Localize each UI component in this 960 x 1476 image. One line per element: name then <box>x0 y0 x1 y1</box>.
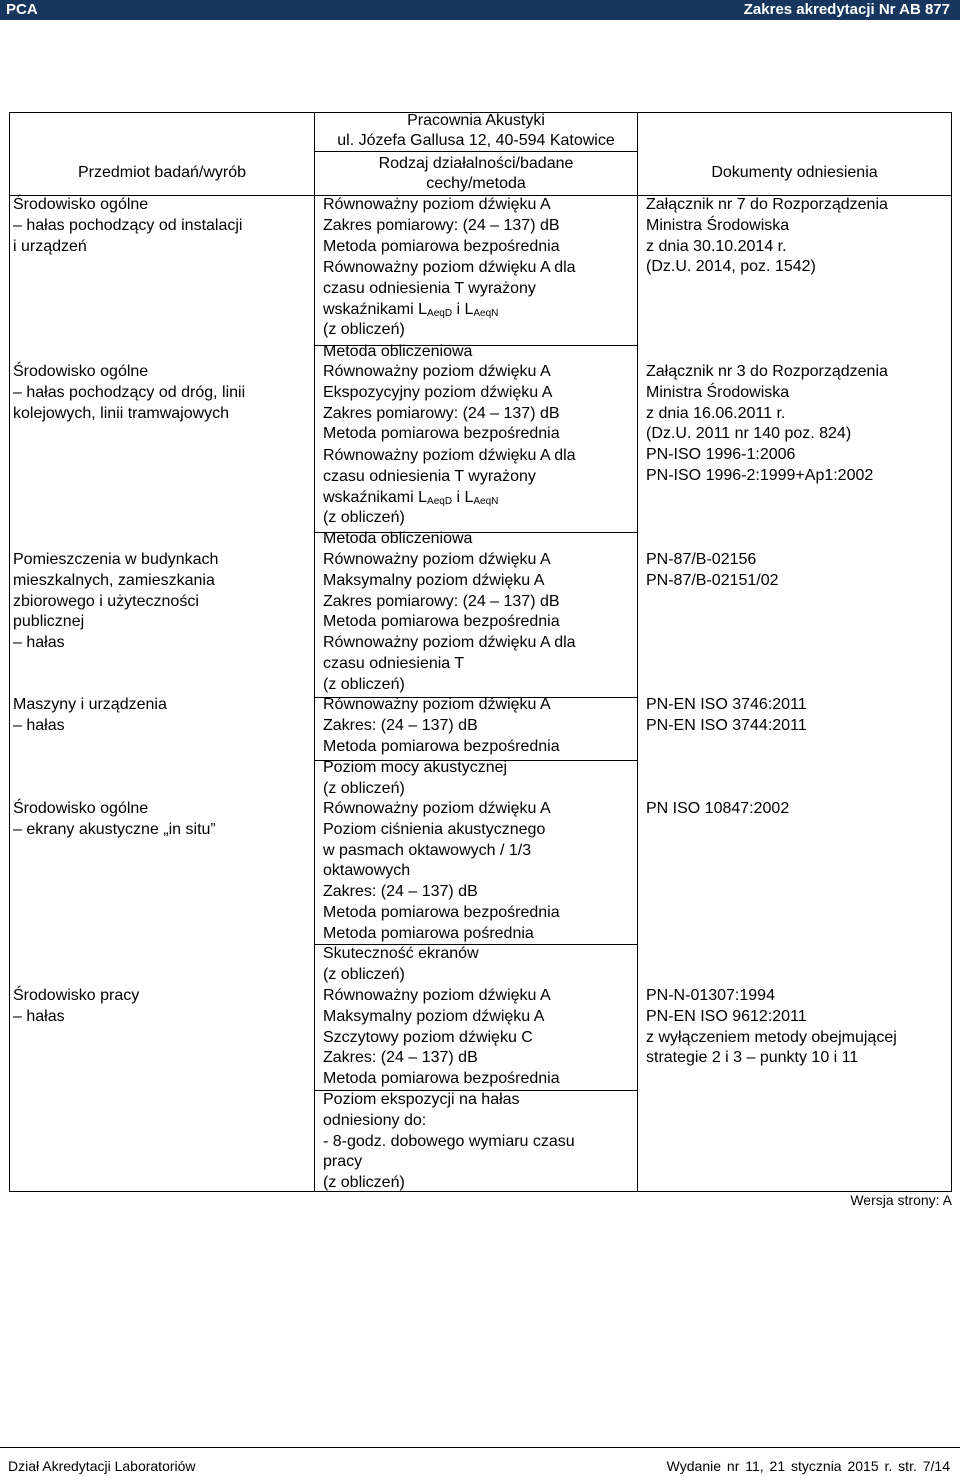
column-divider <box>637 113 638 1191</box>
row-1-method: Metoda obliczeniowa <box>323 343 473 360</box>
page-version: Wersja strony: A <box>850 1192 952 1208</box>
row-1-subject: Środowisko ogólne – hałas pochodzący od instalacji i urządzeń <box>13 196 243 255</box>
row-5-calculation: Skuteczność ekranów (z obliczeń) <box>323 945 479 983</box>
row-2-method: Metoda obliczeniowa <box>323 530 473 547</box>
page-header <box>0 0 960 20</box>
lab-name: Pracownia Akustyki <box>407 112 545 129</box>
row-5-subject: Środowisko ogólne – ekrany akustyczne „in situ” <box>13 800 216 838</box>
row-6-subject: Środowisko pracy – hałas <box>13 987 140 1025</box>
footer-department: Dział Akredytacji Laboratoriów <box>8 1458 196 1474</box>
row-1-activity: Równoważny poziom dźwięku A Zakres pomiarowy: (24 – 137) dB Metoda pomiarowa bezpośrednia <box>323 196 560 255</box>
row-3-calculation: Równoważny poziom dźwięku A dla czasu odniesienia T (z obliczeń) <box>323 634 576 693</box>
footer-edition: Wydanie nr 11, 21 stycznia 2015 r. str. 7/14 <box>666 1458 950 1474</box>
row-2-activity: Równoważny poziom dźwięku A Ekspozycyjny poziom dźwięku A Zakres pomiarowy: (24 – 137) dB Metoda pomiarowa bezpośrednia <box>323 363 560 443</box>
row-6-activity: Równoważny poziom dźwięku A Maksymalny poziom dźwięku A Szczytowy poziom dźwięku C Zakres: (24 – 137) dB Metoda pomiarowa bezpośrednia <box>323 987 560 1087</box>
subject-column-header: Przedmiot badań/wyrób <box>77 164 247 181</box>
documents-column-header: Dokumenty odniesienia <box>711 164 878 181</box>
row-2-subject: Środowisko ogólne – hałas pochodzący od dróg, linii kolejowych, linii tramwajowych <box>13 363 246 422</box>
row-3-documents: PN-87/B-02156 PN-87/B-02151/02 <box>646 551 779 589</box>
row-5-documents: PN ISO 10847:2002 <box>646 800 790 817</box>
header-scope: Zakres akredytacji Nr AB 877 <box>743 1 950 18</box>
accreditation-table <box>9 112 952 1192</box>
activity-column-header: Rodzaj działalności/badane cechy/metoda <box>378 155 574 192</box>
footer-rule <box>0 1447 960 1448</box>
row-1-calculation: Równoważny poziom dźwięku A dla czasu odniesienia T wyrażony wskaźnikami $L_{AeqD}$ i $L_{AeqN}$ (z obliczeń) <box>323 259 576 339</box>
header-org: PCA <box>6 1 38 18</box>
column-divider <box>314 113 315 1191</box>
lab-address: ul. Józefa Gallusa 12, 40-594 Katowice <box>337 132 615 149</box>
row-2-calculation: Równoważny poziom dźwięku A dla czasu odniesienia T wyrażony wskaźnikami $L_{AeqD}$ i $L_{AeqN}$ (z obliczeń) <box>323 447 576 527</box>
row-6-calculation: Poziom ekspozycji na hałas odniesiony do: - 8-godz. dobowego wymiaru czasu pracy (z obliczeń) <box>323 1091 575 1191</box>
lab-header-rule <box>315 151 637 152</box>
row-4-activity: Równoważny poziom dźwięku A Zakres: (24 – 137) dB Metoda pomiarowa bezpośrednia <box>323 696 560 755</box>
row-5-activity: Równoważny poziom dźwięku A Poziom ciśnienia akustycznego w pasmach oktawowych / 1/3 oktawowych Zakres: (24 – 137) dB Metoda pomiarowa bezpośrednia Metoda pomiarowa pośrednia <box>323 800 560 942</box>
row-4-documents: PN-EN ISO 3746:2011 PN-EN ISO 3744:2011 <box>646 696 807 734</box>
row-4-calculation: Poziom mocy akustycznej (z obliczeń) <box>323 759 508 797</box>
row-4-subject: Maszyny i urządzenia – hałas <box>13 696 167 734</box>
row-3-activity: Równoważny poziom dźwięku A Maksymalny poziom dźwięku A Zakres pomiarowy: (24 – 137) dB Metoda pomiarowa bezpośrednia <box>323 551 560 631</box>
row-2-documents: Załącznik nr 3 do Rozporządzenia Ministra Środowiska z dnia 16.06.2011 r. (Dz.U. 2011 nr 140 poz. 824) PN-ISO 1996-1:2006 PN-ISO 1996-2:1999+Ap1:2002 <box>646 363 888 484</box>
row-3-subject: Pomieszczenia w budynkach mieszkalnych, zamieszkania zbiorowego i użyteczności publicznej – hałas <box>13 551 219 651</box>
row-1-documents: Załącznik nr 7 do Rozporządzenia Ministra Środowiska z dnia 30.10.2014 r. (Dz.U. 2014, poz. 1542) <box>646 196 888 276</box>
row-6-documents: PN-N-01307:1994 PN-EN ISO 9612:2011 z wyłączeniem metody obejmującej strategie 2 i 3 – punkty 10 i 11 <box>646 987 897 1067</box>
